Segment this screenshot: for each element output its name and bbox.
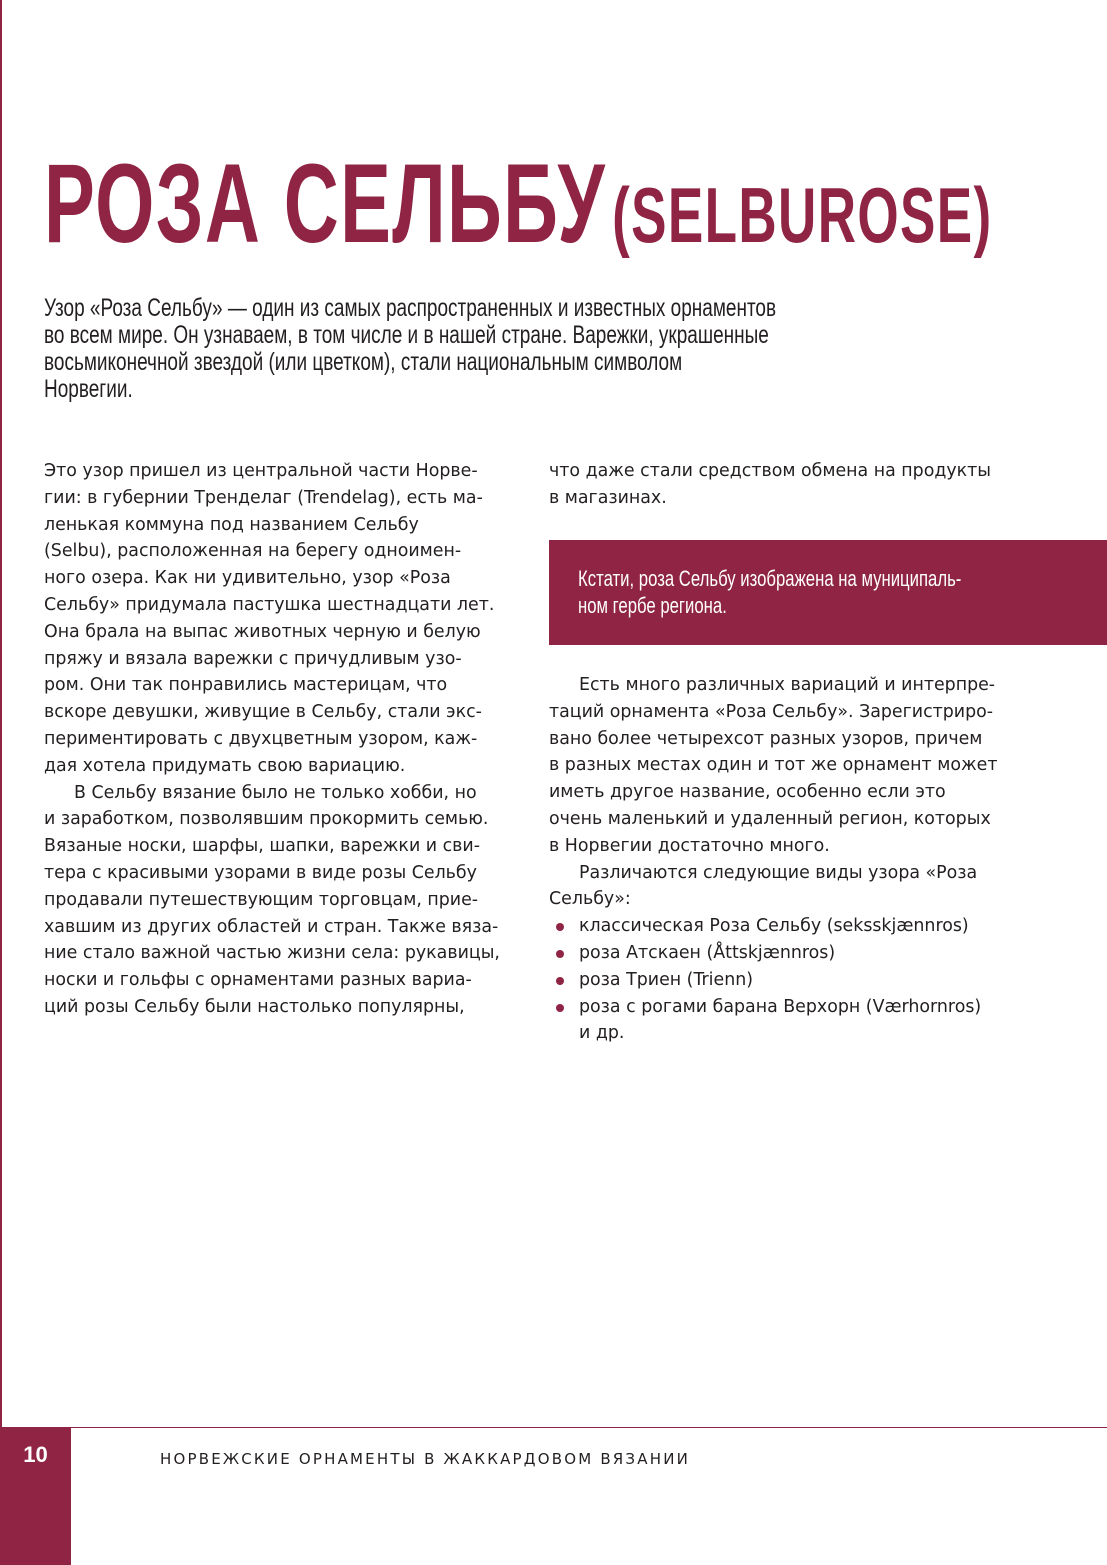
list-item-text: классическая Роза Сельбу (seksskjænnros) [579,916,969,937]
text-line: носки и гольфы с орнаментами разных вариа- [44,970,472,991]
lead-line: во всем мире. Он узнаваем, в том числе и в нашей стране. Варежки, украшенные [44,321,769,349]
bullet-dot-icon [556,1004,564,1012]
text-line: в Норвегии достаточно много. [549,835,830,856]
callout-text [578,565,1064,619]
page-title [44,141,993,266]
title-paren: (SELBUROSE) [612,171,993,259]
text-line: ленькая коммуна под названием Сельбу [44,514,419,535]
text-line: ций розы Сельбу были настолько популярны, [44,996,465,1017]
text-line: очень маленький и удаленный регион, которых [549,808,991,829]
left-margin-rule [0,0,2,1565]
text-line: Различаются следующие виды узора «Роза [579,862,978,883]
title-main: РОЗА СЕЛЬБУ [44,141,607,266]
text-line: В Сельбу вязание было не только хобби, но [74,782,477,803]
lead-line: Норвегии. [44,375,133,403]
text-line: Есть много различных вариаций и интерпре- [579,675,996,695]
text-line: гии: в губернии Тренделаг (Trendelag), есть ма- [44,487,483,508]
text-line: (Selbu), расположенная на берегу одноимен- [44,541,462,562]
list-item-text: роза Атскаен (Åttskjænnros) [579,942,836,963]
rose-variants-list [549,913,1049,1047]
text-line: ром. Они так понравились мастерицам, что [44,675,448,696]
bullet-dot-icon [556,923,564,931]
running-head: НОРВЕЖСКИЕ ОРНАМЕНТЫ В ЖАККАРДОВОМ ВЯЗАНИИ [160,1450,691,1468]
text-line: хавшим из других областей и стран. Также вяза- [44,916,499,937]
text-line: Сельбу» придумала пастушка шестнадцати лет. [44,594,495,615]
text-line: дая хотела придумать свою вариацию. [44,755,406,776]
text-line: таций орнамента «Роза Сельбу». Зарегистриро- [549,701,994,722]
text-line: вскоре девушки, живущие в Сельбу, стали экс- [44,702,482,723]
list-item [549,994,1049,1048]
text-line: периментировать с двухцветным узором, каж- [44,728,478,749]
text-line: Сельбу»: [549,889,631,910]
text-line: пряжу и вязала варежки с причудливым узо- [44,648,462,669]
text-line: тера с красивыми узорами в виде розы Сельбу [44,862,477,883]
text-line: в разных местах один и тот же орнамент может [549,755,998,776]
bullet-dot-icon [556,950,564,958]
list-item-text: роза Триен (Trienn) [579,969,754,990]
right-column-top [549,458,1029,512]
left-column [44,458,524,1021]
right-column [549,672,1049,1047]
text-line: Вязаные носки, шарфы, шапки, варежки и сви- [44,836,480,857]
text-line: в магазинах. [549,487,667,508]
lead-paragraph [44,295,880,403]
list-item [549,967,1049,994]
text-line: иметь другое название, особенно если это [549,782,946,803]
text-line: и заработком, позволявшим прокормить семью. [44,809,489,830]
list-item-text: роза с рогами барана Верхорн (Værhornros) [579,996,982,1017]
text-line: Это узор пришел из центральной части Норве- [44,461,478,481]
lead-line: Узор «Роза Сельбу» — один из самых распространенных и известных орнаментов [44,294,777,322]
lead-line: восьмиконечной звездой (или цветком), стали национальным символом [44,348,683,376]
callout-box [549,540,1107,645]
callout-line: Кстати, роза Сельбу изображена на муниципаль- [578,566,962,591]
list-item [549,940,1049,967]
text-line: ного озера. Как ни удивительно, узор «Роза [44,568,451,589]
list-item-text: и др. [579,1023,625,1044]
footer-rule [0,1427,1107,1428]
list-item [549,913,1049,940]
text-line: вано более четырехсот разных узоров, причем [549,728,983,749]
text-line: продавали путешествующим торговцам, прие- [44,889,479,910]
text-line: ние стало важной частью жизни села: рукавицы, [44,943,500,964]
page-number: 10 [23,1442,48,1467]
bullet-dot-icon [556,977,564,985]
callout-line: ном гербе региона. [578,593,727,618]
text-line: что даже стали средством обмена на продукты [549,461,992,481]
text-line: Она брала на выпас животных черную и белую [44,621,481,642]
